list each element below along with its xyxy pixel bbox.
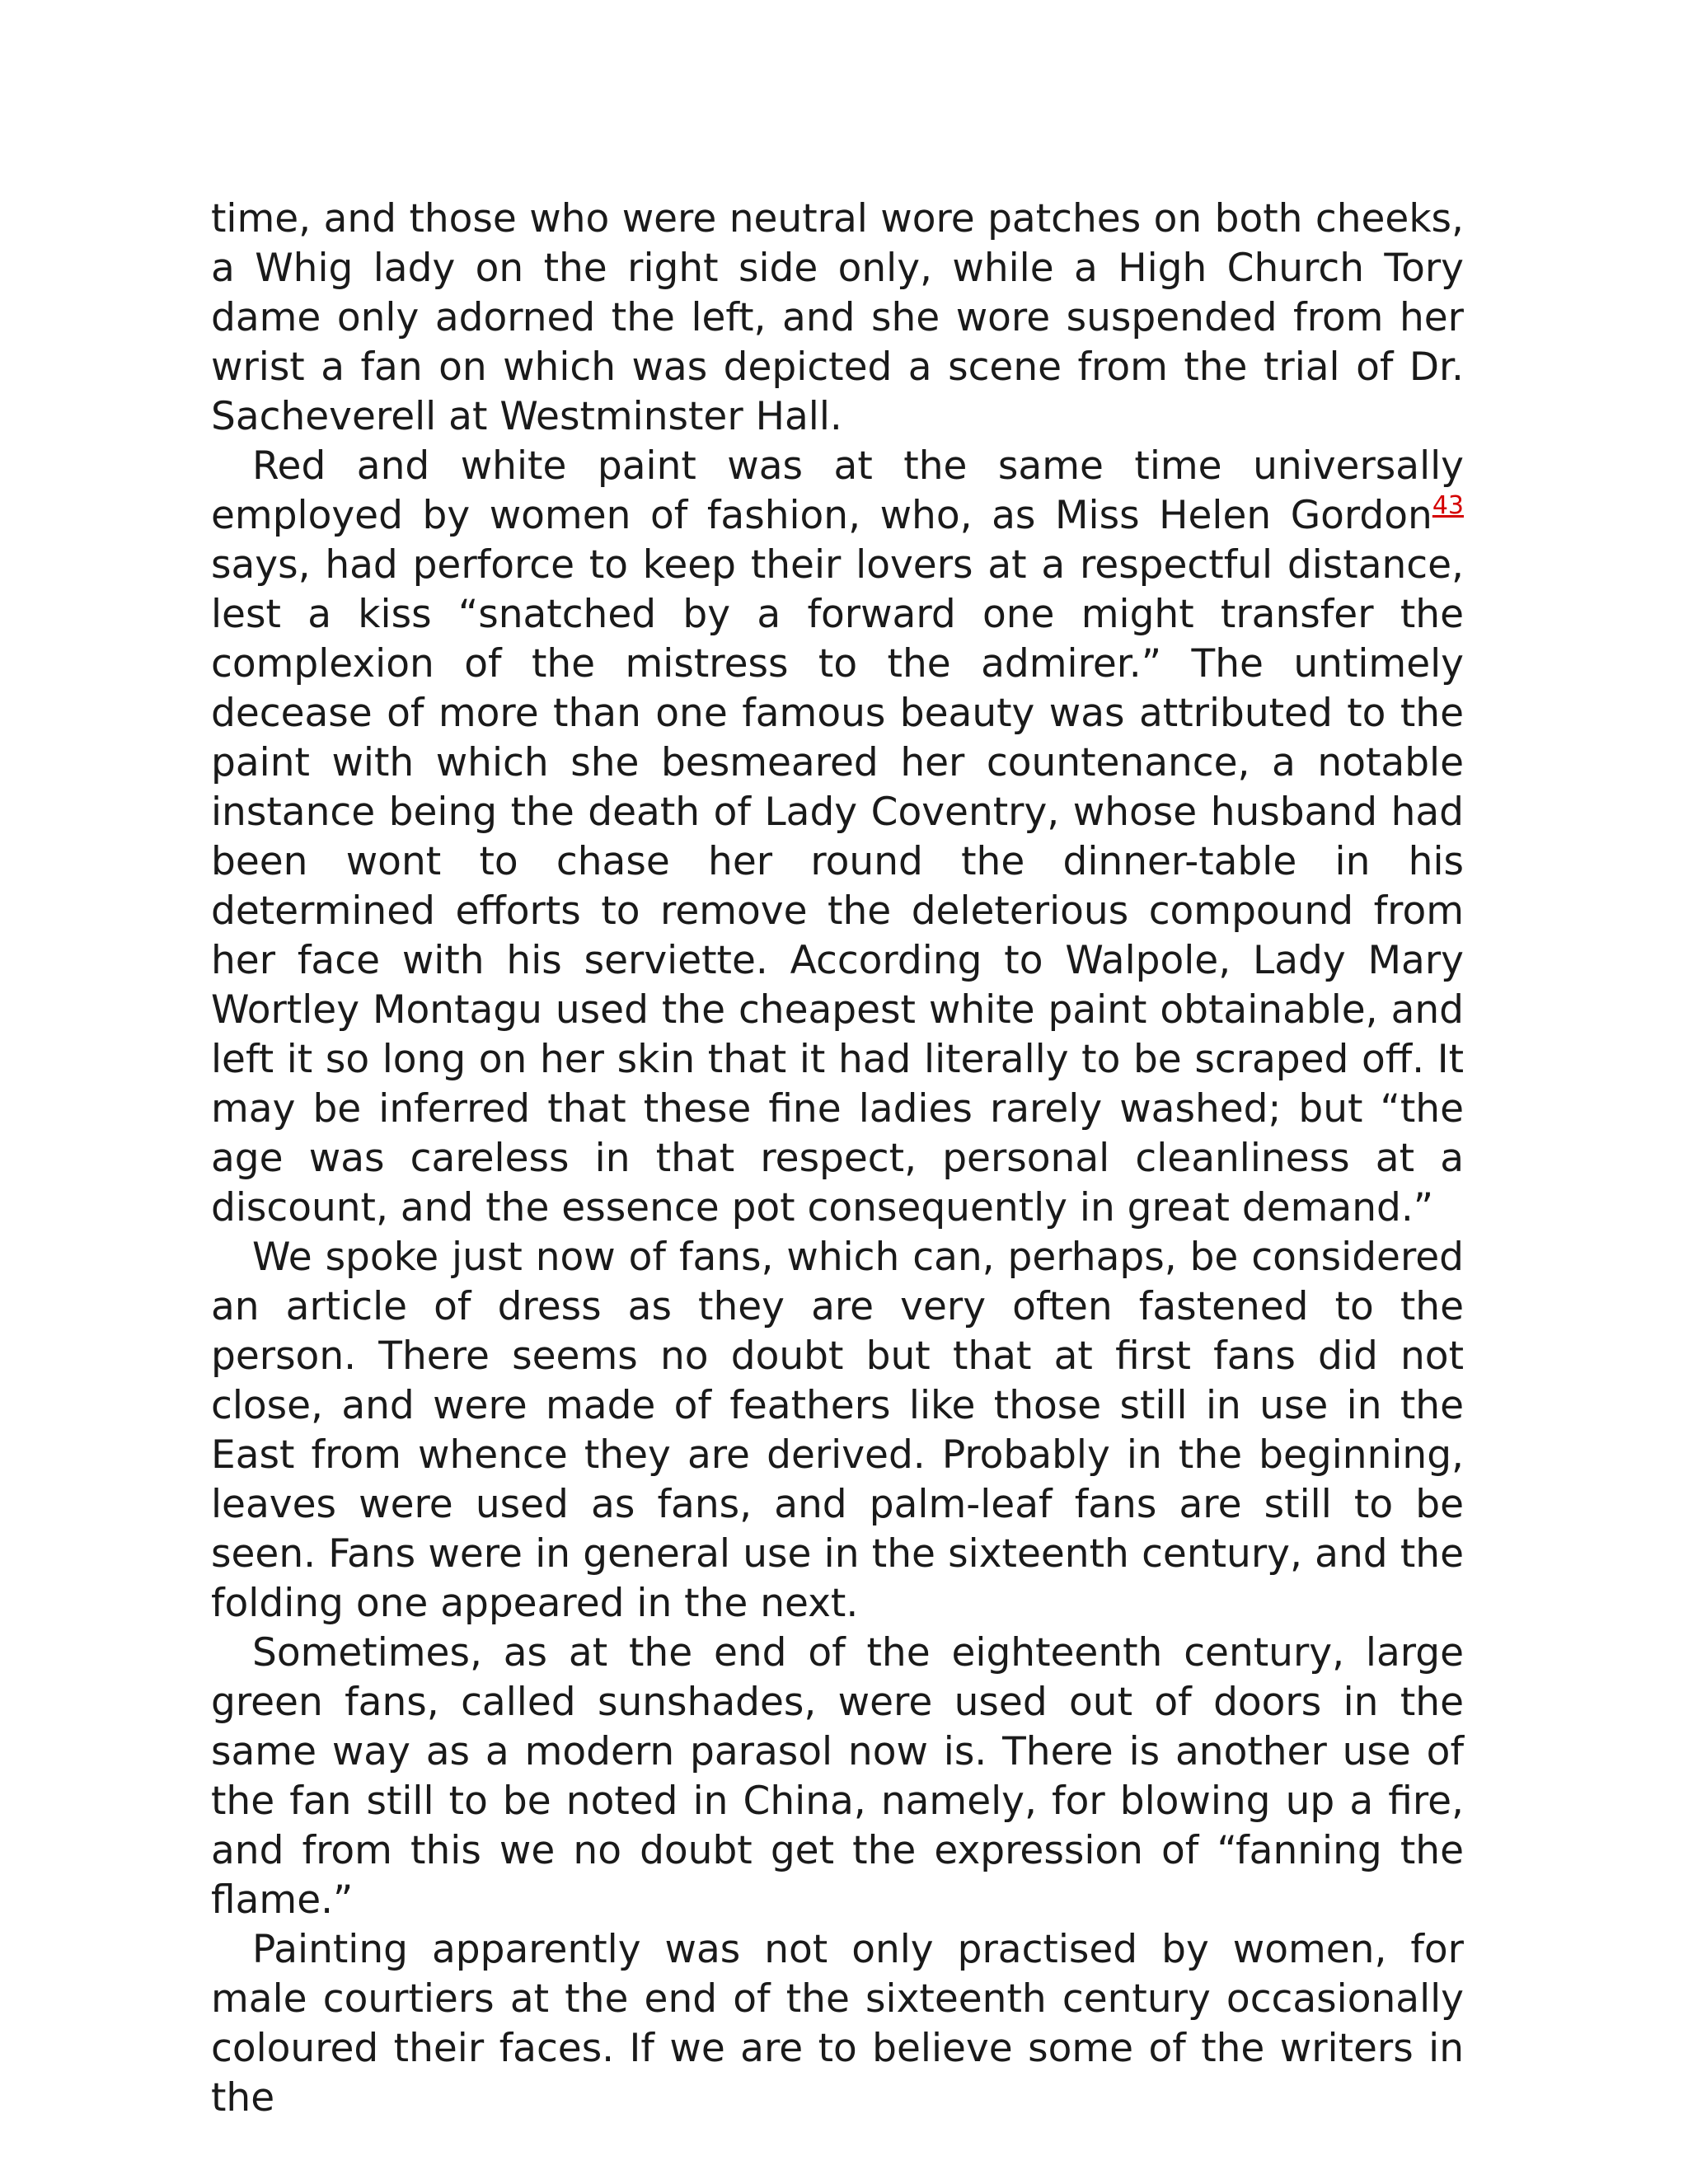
footnote-link-43[interactable]: 43 bbox=[1432, 491, 1464, 520]
paragraph-2-text-end: says, had perforce to keep their lovers at a respectful distance, lest a kiss “snatched by a forward one might transfer the complexion of the mistress to the admirer.” The untimely decease of more than one famous beauty was attributed to the paint with which she besmeared her countenance, a notable instance being the death of Lady Coventry, whose husband had been wont to chase her round the dinner-table in his determined efforts to remove the deleterious compound from her face with his serviette. According to Walpole, Lady Mary Wortley Montagu used the cheapest white paint obtainable, and left it so long on her skin that it had literally to be scraped off. It may be inferred that these fine ladies rarely washed; but “the age was careless in that respect, personal cleanliness at a discount, and the essence pot consequently in great demand.” bbox=[211, 542, 1464, 1230]
paragraph-5 bbox=[211, 1925, 1464, 2123]
paragraph-1-text: time, and those who were neutral wore patches on both cheeks, a Whig lady on the right side only, while a High Church Tory dame only adorned the left, and she wore suspended from her wrist a fan on which was depicted a scene from the trial of Dr. Sacheverell at Westminster Hall. bbox=[211, 196, 1464, 439]
page-body bbox=[211, 194, 1464, 2123]
paragraph-4-text: Sometimes, as at the end of the eighteenth century, large green fans, called sunshades, were used out of doors in the same way as a modern parasol now is. There is another use of the fan still to be noted in China, namely, for blowing up a fire, and from this we no doubt get the expression of “fanning the flame.” bbox=[211, 1630, 1464, 1923]
paragraph-3-text: We spoke just now of fans, which can, perhaps, be considered an article of dress as they are very often fastened to the person. There seems no doubt but that at first fans did not close, and were made of feathers like those still in use in the East from whence they are derived. Probably in the beginning, leaves were used as fans, and palm-leaf fans are still to be seen. Fans were in general use in the sixteenth century, and the folding one appeared in the next. bbox=[211, 1235, 1464, 1626]
paragraph-2-text-start: Red and white paint was at the same time universally employed by women of fashion, who, as Miss Helen Gordon bbox=[211, 443, 1464, 538]
paragraph-5-text: Painting apparently was not only practised by women, for male courtiers at the end of the sixteenth century occasionally coloured their faces. If we are to believe some of the writers in the bbox=[211, 1927, 1464, 2121]
paragraph-4 bbox=[211, 1629, 1464, 1925]
paragraph-2 bbox=[211, 442, 1464, 1233]
paragraph-1 bbox=[211, 194, 1464, 442]
paragraph-3 bbox=[211, 1233, 1464, 1629]
